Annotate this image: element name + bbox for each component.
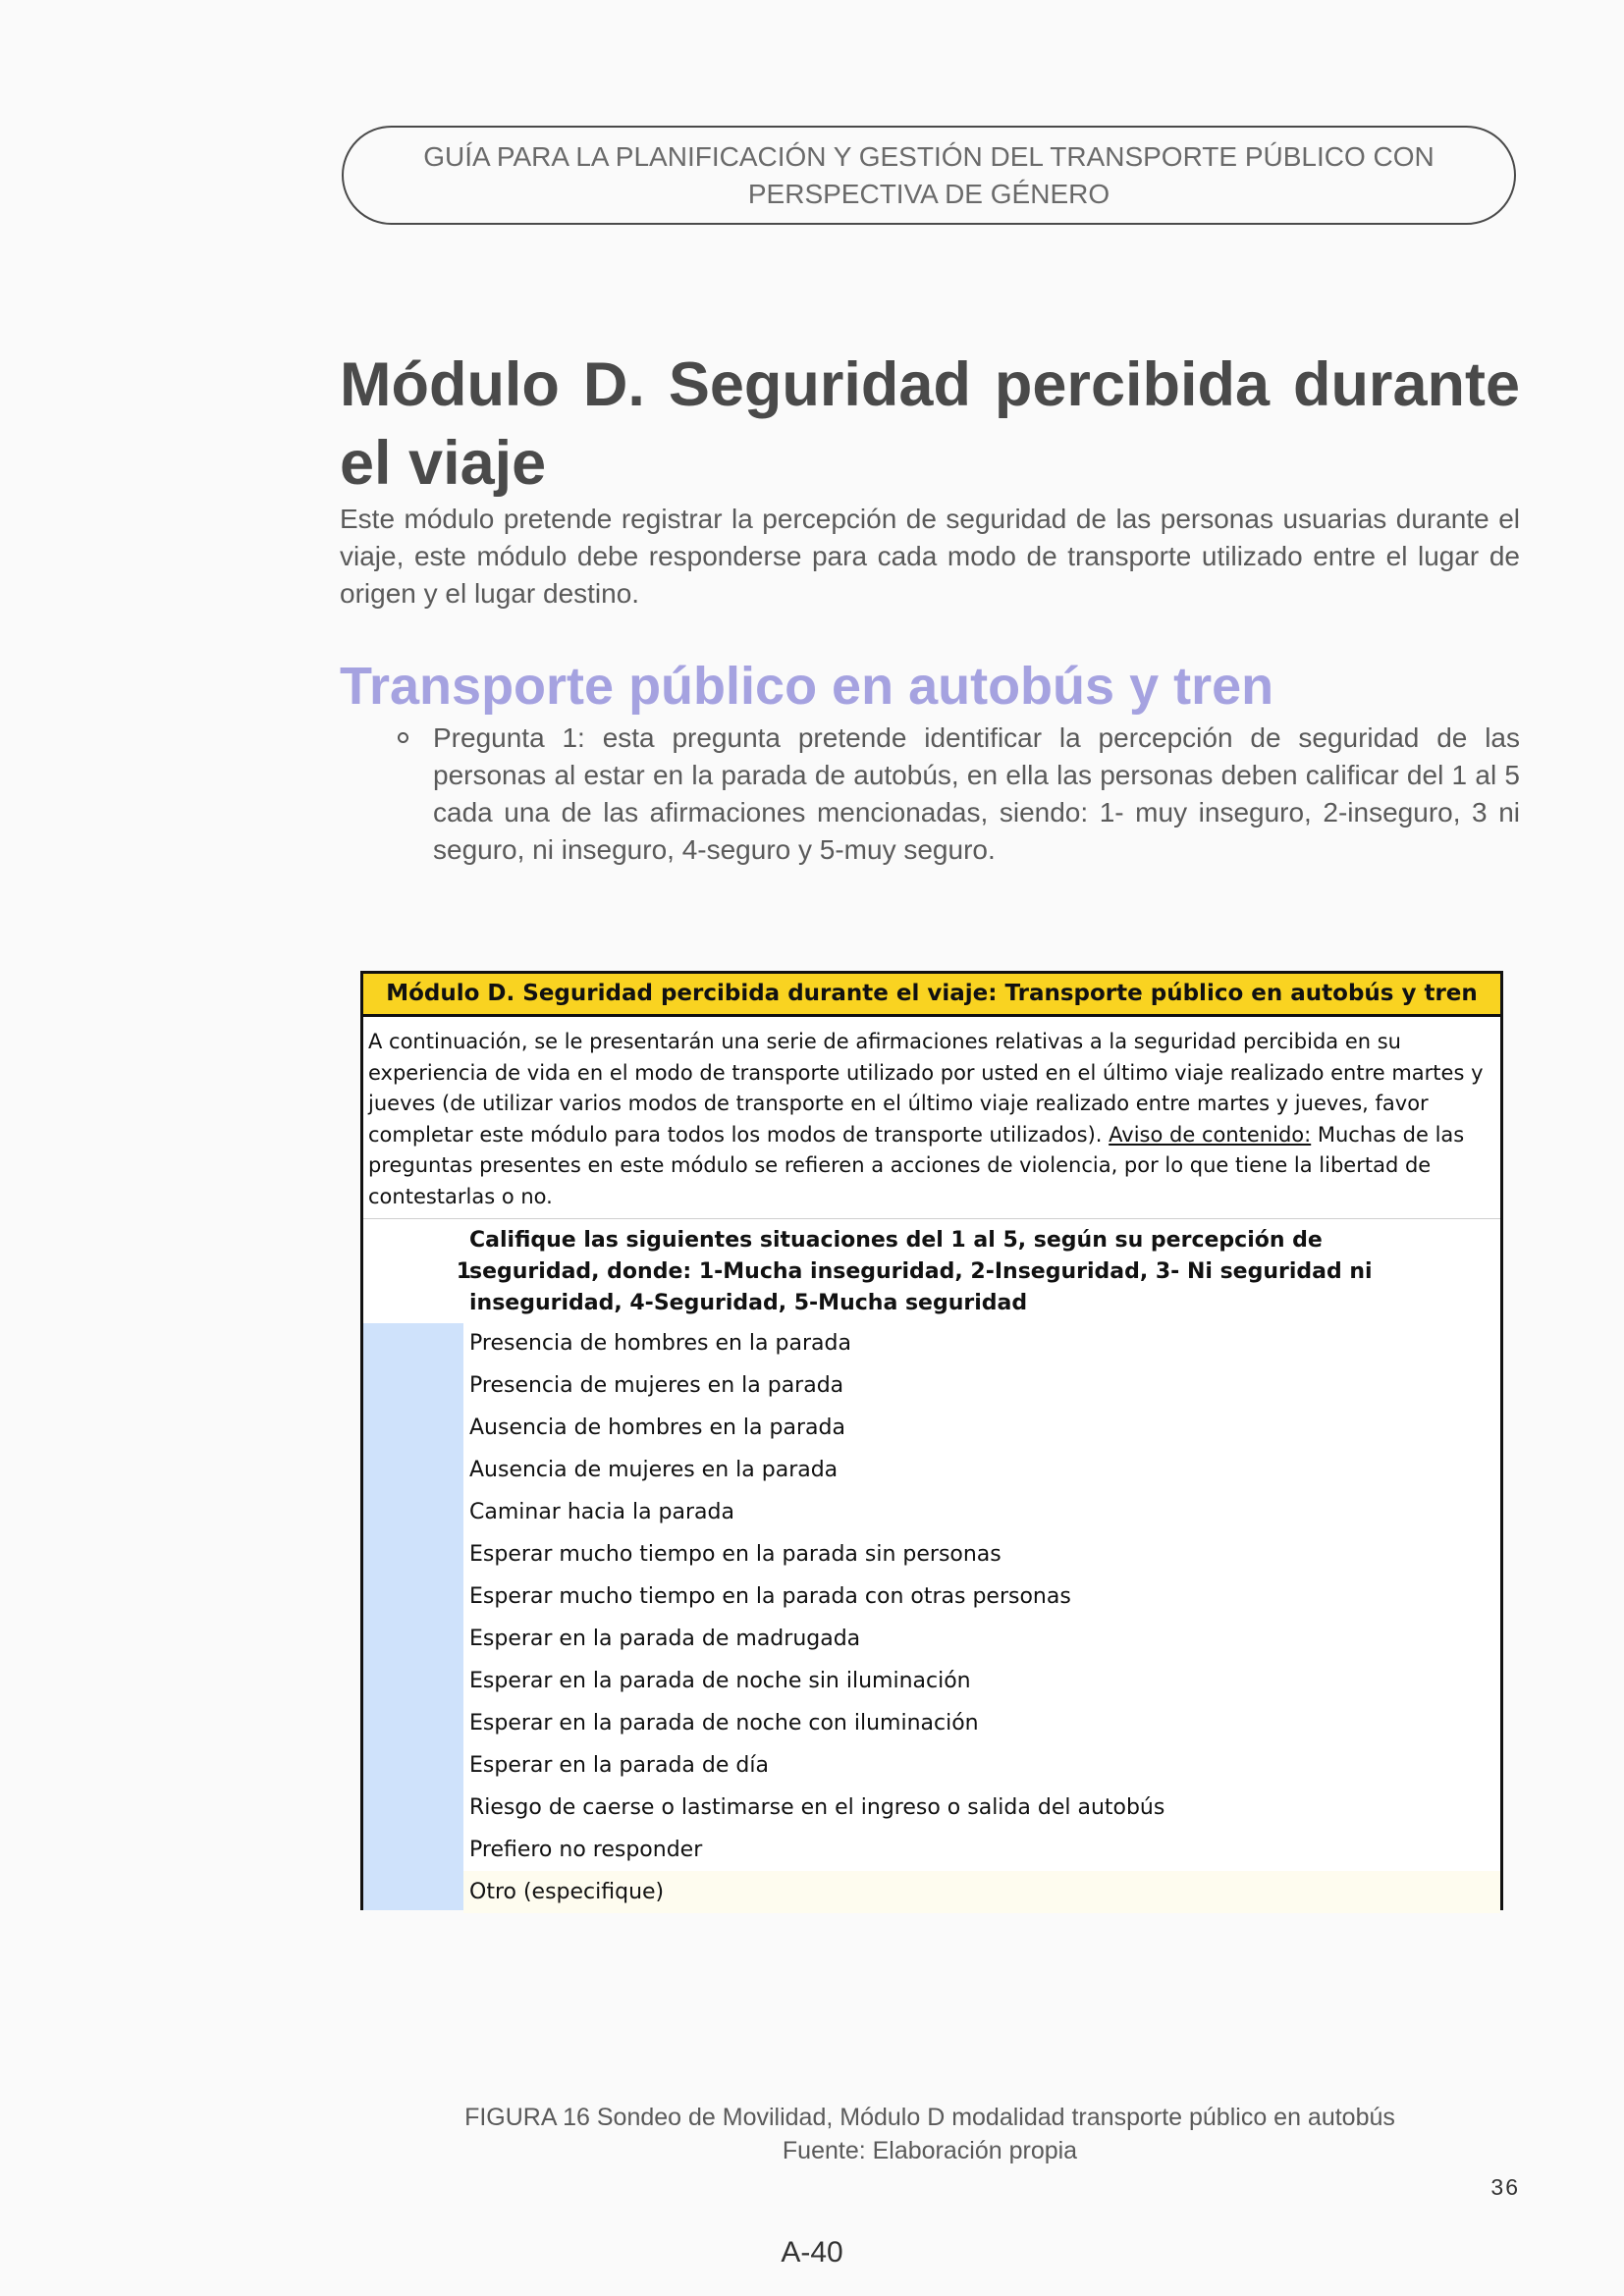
subsection-title: Transporte público en autobús y tren — [340, 657, 1274, 716]
form-divider — [363, 1218, 1500, 1219]
answer-column — [363, 1323, 463, 1910]
form-body — [360, 1017, 1503, 1910]
page-number: 36 — [1490, 2174, 1520, 2200]
option-item: Esperar mucho tiempo en la parada sin personas — [469, 1542, 1001, 1567]
section-title: Módulo D. Seguridad percibida durante el viaje — [340, 350, 1520, 498]
form-intro — [368, 1027, 1495, 1212]
option-item: Presencia de mujeres en la parada — [469, 1373, 844, 1398]
option-item: Riesgo de caerse o lastimarse en el ingreso o salida del autobús — [469, 1795, 1165, 1820]
hollow-bullet-icon — [398, 732, 408, 743]
header-line-1: GUÍA PARA LA PLANIFICACIÓN Y GESTIÓN DEL TRANSPORTE PÚBLICO CON — [423, 140, 1435, 172]
bullet-text: Pregunta 1: esta pregunta pretende identificar la percepción de seguridad de las personas al estar en la parada de autobús, en ella las personas deben calificar del 1 al 5 cada una de las afirmaciones mencionadas, siendo: 1- muy inseguro, 2-inseguro, 3 ni seguro, ni inseguro, 4-seguro y 5-muy seguro. — [433, 722, 1520, 865]
option-item: Esperar en la parada de noche con iluminación — [469, 1711, 979, 1735]
question-number: 1 — [456, 1259, 471, 1284]
option-list — [463, 1322, 1500, 1913]
content-notice-text: Muchas de las preguntas presentes en este módulo se refieren a acciones de violencia, por lo que tiene la libertad de contestarlas o no. — [368, 1122, 1465, 1208]
caption-line-1: FIGURA 16 Sondeo de Movilidad, Módulo D modalidad transporte público en autobús — [464, 2104, 1395, 2131]
option-item: Presencia de hombres en la parada — [469, 1331, 851, 1356]
figure-caption — [340, 2101, 1520, 2167]
option-item: Esperar en la parada de día — [469, 1753, 769, 1778]
option-item: Ausencia de hombres en la parada — [469, 1415, 845, 1440]
header-line-2: PERSPECTIVA DE GÉNERO — [747, 178, 1110, 209]
content-notice-label: Aviso de contenido: — [1109, 1122, 1312, 1147]
caption-line-2: Fuente: Elaboración propia — [782, 2137, 1078, 2164]
option-item: Ausencia de mujeres en la parada — [469, 1458, 839, 1482]
section-intro: Este módulo pretende registrar la percepción de seguridad de las personas usuarias durante el viaje, este módulo debe responderse para cada modo de transporte utilizado entre el lugar de origen y el lugar destino. — [340, 504, 1520, 609]
option-item: Prefiero no responder — [469, 1838, 703, 1862]
annex-page-number: A-40 — [781, 2236, 843, 2269]
form-header: Módulo D. Seguridad percibida durante el viaje: Transporte público en autobús y tren — [360, 971, 1503, 1017]
option-item: Esperar en la parada de madrugada — [469, 1627, 861, 1651]
option-item: Esperar en la parada de noche sin iluminación — [469, 1669, 971, 1693]
bullet-item — [398, 720, 1520, 869]
form-intro-text: A continuación, se le presentarán una serie de afirmaciones relativas a la seguridad percibida en su experiencia de vida en el modo de transporte utilizado por usted en el último viaje realizado entre martes y jueves (de utilizar varios modos de transporte en el último viaje realizado entre martes y jueves, favor completar este módulo para todos los modos de transporte utilizados). — [368, 1030, 1484, 1147]
question-text: Califique las siguientes situaciones del 1 al 5, según su percepción de seguridad, donde: 1-Mucha inseguridad, 2-Inseguridad, 3- Ni seguridad ni inseguridad, 4-Seguridad, 5-Mucha seguridad — [469, 1228, 1373, 1315]
option-item: Caminar hacia la parada — [469, 1500, 734, 1524]
option-item-other: Otro (especifique) — [463, 1871, 1500, 1913]
option-item: Esperar mucho tiempo en la parada con otras personas — [469, 1584, 1071, 1609]
document-header — [342, 126, 1516, 225]
survey-form-figure — [360, 971, 1503, 1910]
